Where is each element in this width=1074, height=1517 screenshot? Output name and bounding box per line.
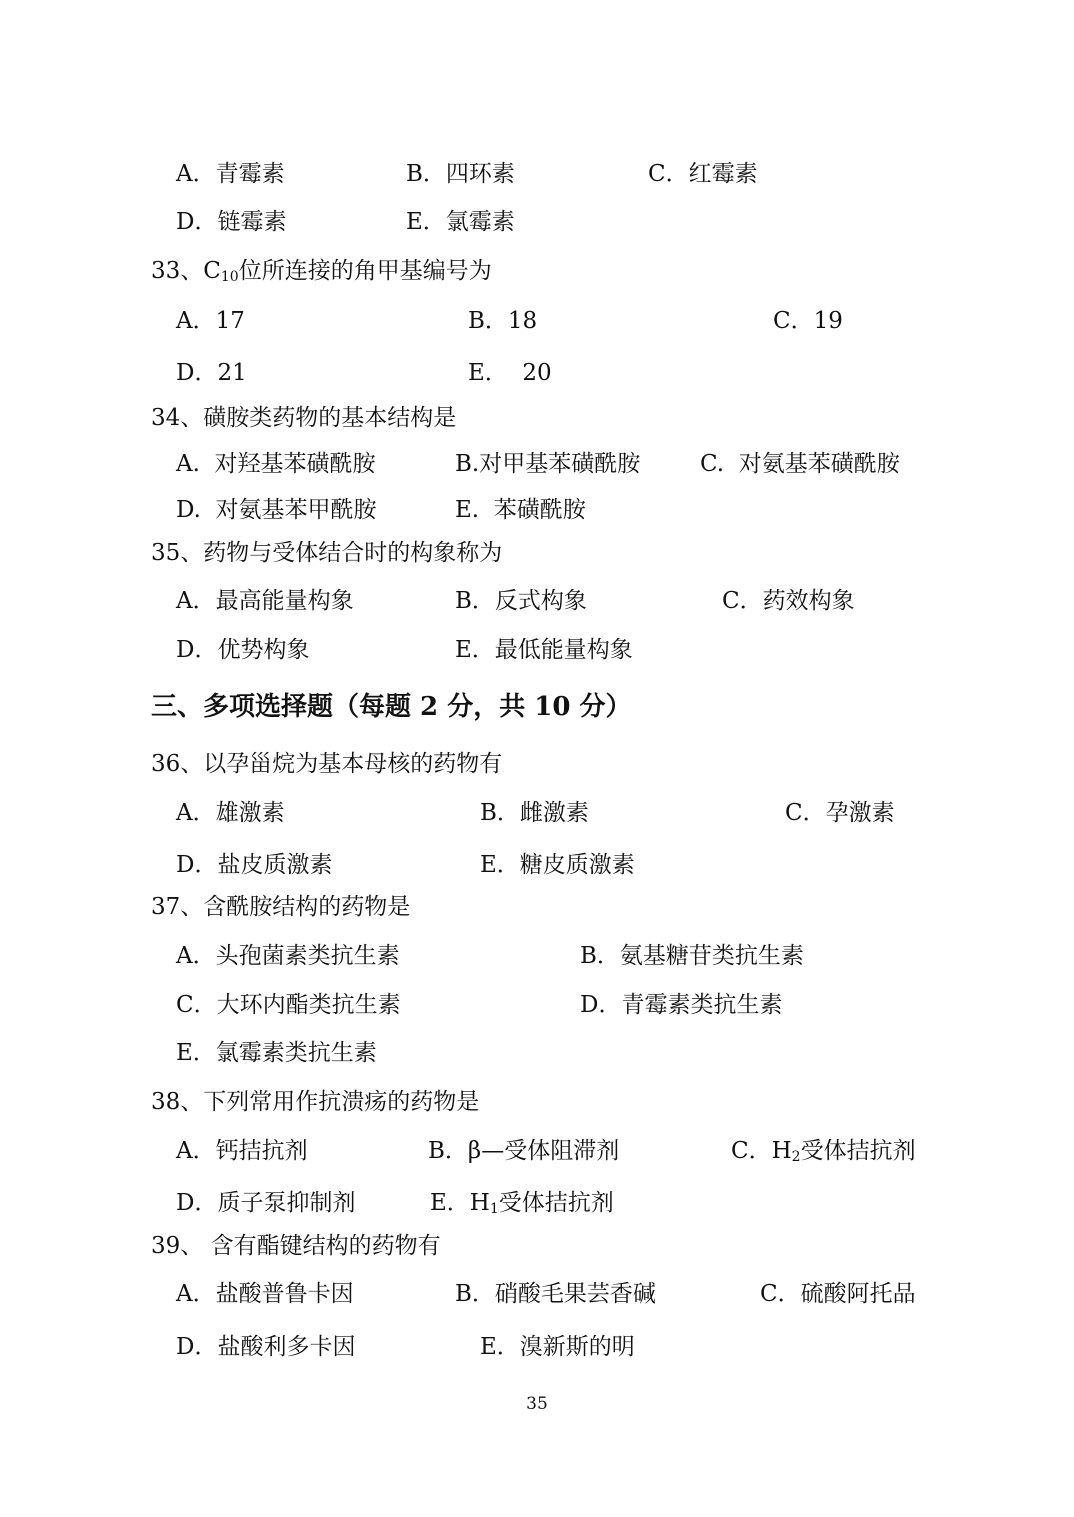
q32-option-d: D．链霉素	[176, 209, 287, 235]
q39-option-d: D．盐酸利多卡因	[176, 1334, 356, 1360]
q37-option-b: B．氨基糖苷类抗生素	[580, 943, 804, 969]
q33-option-c: C．19	[773, 308, 843, 334]
q38-option-c: C．$H_2$受体拮抗剂	[731, 1138, 916, 1165]
q38-option-b: B．β—受体阻滞剂	[428, 1138, 620, 1164]
q39-option-c: C．硫酸阿托品	[760, 1281, 916, 1307]
q32-option-e: E．氯霉素	[406, 209, 515, 235]
q33-option-e: E． 20	[468, 360, 552, 386]
q36-option-d: D．盐皮质激素	[176, 852, 333, 878]
q38-option-d: D．质子泵抑制剂	[176, 1190, 356, 1216]
q34-stem: 34、磺胺类药物的基本结构是	[151, 405, 457, 431]
section-heading: 三、多项选择题（每题 2 分，共 10 分）	[151, 692, 632, 722]
q35-option-b: B．反式构象	[455, 588, 587, 614]
q35-option-a: A．最高能量构象	[176, 588, 354, 614]
q34-option-d: D. 对氨基苯甲酰胺	[176, 497, 377, 523]
q39-option-e: E．溴新斯的明	[480, 1334, 635, 1360]
q32-option-b: B．四环素	[406, 161, 515, 187]
q36-option-a: A．雄激素	[176, 800, 285, 826]
q38-option-e: E．$H_1$受体拮抗剂	[430, 1190, 614, 1217]
q36-option-b: B．雌激素	[480, 800, 589, 826]
q35-option-e: E．最低能量构象	[455, 637, 633, 663]
q39-option-a: A．盐酸普鲁卡因	[176, 1281, 354, 1307]
q33-option-b: B．18	[468, 308, 538, 334]
q37-option-c: C．大环内酯类抗生素	[176, 992, 401, 1018]
q35-stem: 35、药物与受体结合时的构象称为	[151, 540, 503, 566]
q39-stem: 39、 含有酯键结构的药物有	[151, 1233, 441, 1259]
q34-option-a: A. 对羟基苯磺酰胺	[176, 451, 376, 477]
q39-option-b: B．硝酸毛果芸香碱	[455, 1281, 656, 1307]
q32-option-a: A．青霉素	[176, 161, 285, 187]
q38-option-a: A．钙拮抗剂	[176, 1138, 308, 1164]
q35-option-d: D．优势构象	[176, 637, 310, 663]
q36-option-e: E．糖皮质激素	[480, 852, 635, 878]
q32-option-c: C．红霉素	[648, 161, 758, 187]
q35-option-c: C．药效构象	[722, 588, 855, 614]
q33-stem: 33、$C_{10}$位所连接的角甲基编号为	[151, 258, 492, 285]
q37-stem: 37、含酰胺结构的药物是	[151, 894, 411, 920]
page-number: 35	[526, 1394, 548, 1414]
q34-option-c: C. 对氨基苯磺酰胺	[700, 451, 900, 477]
q37-option-a: A．头孢菌素类抗生素	[176, 943, 400, 969]
q34-option-e: E. 苯磺酰胺	[455, 497, 586, 523]
q34-option-b: B.对甲基苯磺酰胺	[455, 451, 641, 477]
q33-option-a: A．17	[176, 308, 245, 334]
q37-option-e: E．氯霉素类抗生素	[176, 1040, 377, 1066]
q36-option-c: C．孕激素	[785, 800, 895, 826]
q38-stem: 38、下列常用作抗溃疡的药物是	[151, 1089, 480, 1115]
q36-stem: 36、以孕甾烷为基本母核的药物有	[151, 751, 503, 777]
q33-option-d: D．21	[176, 360, 247, 386]
q37-option-d: D．青霉素类抗生素	[580, 992, 783, 1018]
